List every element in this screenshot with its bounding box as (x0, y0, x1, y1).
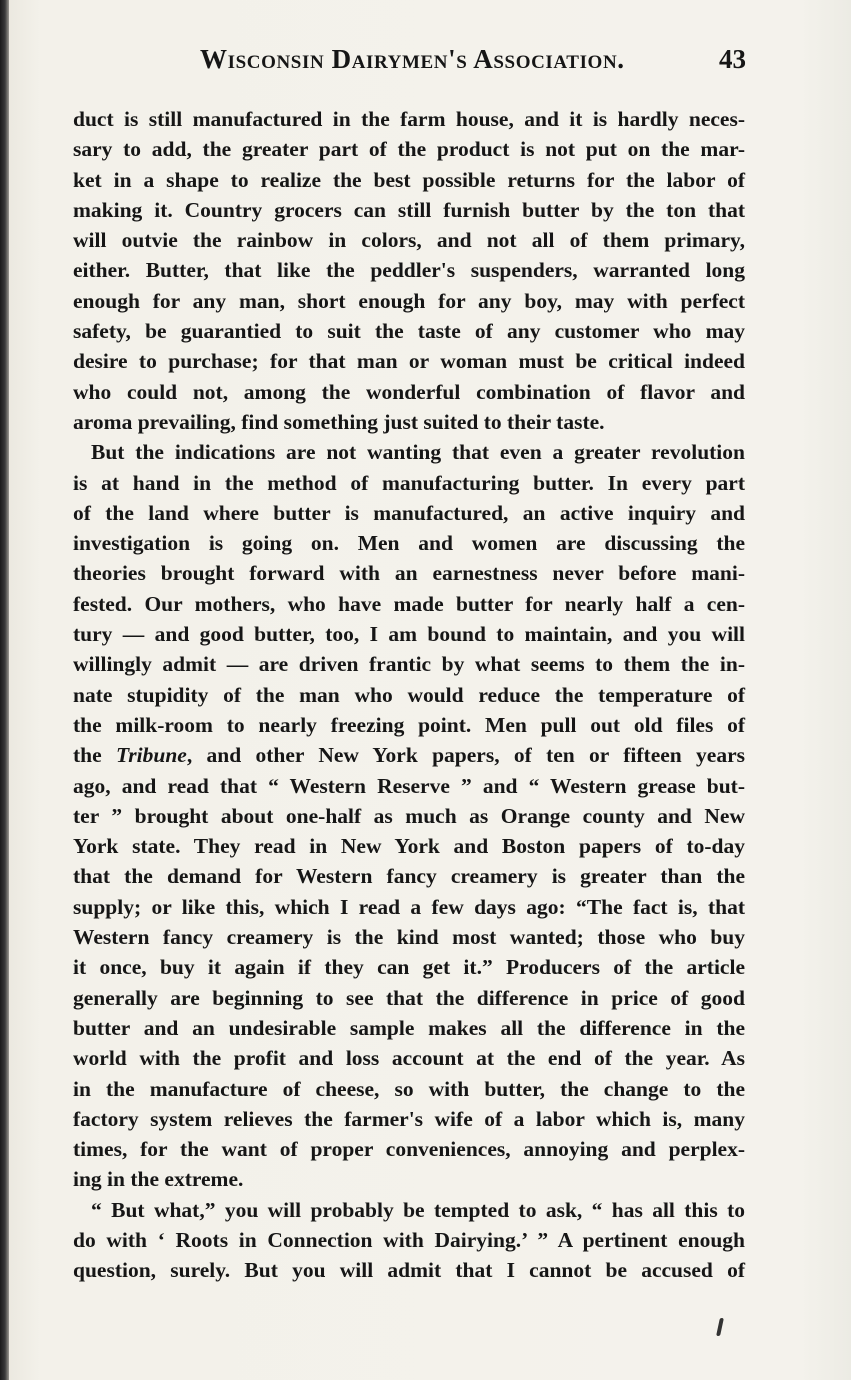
text-line: of the land where butter is manufactured, an active inquiry and (73, 500, 745, 525)
text-line: tury — and good butter, too, I am bound to maintain, and you will (73, 622, 745, 647)
text-line: aroma prevailing, find something just suited to their taste. (73, 409, 605, 434)
text-line: duct is still manufactured in the farm house, and it is hardly neces- (73, 107, 745, 131)
text-line: But the indications are not wanting that even a greater revolution (91, 440, 745, 465)
text-line: the milk-room to nearly freezing point. Men pull out old files of (73, 712, 745, 737)
italic-title: Tribune (115, 743, 187, 768)
ink-speck (716, 1318, 724, 1336)
text-line: generally are beginning to see that the difference in price of good (73, 985, 745, 1010)
text-line: butter and an undesirable sample makes all the difference in the (73, 1015, 745, 1040)
running-head: Wisconsin Dairymen's Association. (200, 44, 625, 74)
text-line: ket in a shape to realize the best possible returns for the labor of (73, 167, 745, 192)
text-line: who could not, among the wonderful combination of flavor and (73, 379, 745, 404)
text-line: the Tribune, and other New York papers, of ten or fifteen years (73, 743, 745, 768)
page-number: 43 (719, 44, 746, 74)
text-line: ing in the extreme. (73, 1167, 244, 1192)
text-line: sary to add, the greater part of the product is not put on the mar- (73, 137, 745, 162)
text-line: investigation is going on. Men and women are discussing the (73, 531, 745, 556)
text-line: times, for the want of proper conveniences, annoying and perplex- (73, 1137, 745, 1162)
text-line: factory system relieves the farmer's wife of a labor which is, many (73, 1106, 745, 1131)
text-line: is at hand in the method of manufacturing butter. In every part (73, 470, 745, 495)
text-line: desire to purchase; for that man or woman must be critical indeed (73, 349, 745, 374)
text-line: theories brought forward with an earnestness never before mani- (73, 561, 745, 586)
text-line: in the manufacture of cheese, so with butter, the change to the (73, 1076, 745, 1101)
paragraph (73, 1195, 745, 1286)
text-line: Western fancy creamery is the kind most wanted; those who buy (73, 925, 745, 950)
text-line: it once, buy it again if they can get it.” Producers of the article (73, 955, 745, 980)
text-line: ter ” brought about one-half as much as Orange county and New (73, 803, 745, 828)
text-line: will outvie the rainbow in colors, and not all of them primary, (73, 228, 745, 253)
text-line: supply; or like this, which I read a few days ago: “The fact is, that (73, 894, 745, 919)
text-line: safety, be guarantied to suit the taste of any customer who may (73, 319, 745, 344)
text-line: world with the profit and loss account at the end of the year. As (73, 1046, 745, 1071)
paragraph (73, 437, 745, 1194)
body-text (73, 104, 745, 1286)
text-line: enough for any man, short enough for any boy, may with perfect (73, 288, 745, 313)
text-line: York state. They read in New York and Boston papers of to-day (73, 834, 745, 859)
text-line: fested. Our mothers, who have made butter for nearly half a cen- (73, 591, 745, 616)
text-line: willingly admit — are driven frantic by what seems to them the in- (73, 652, 745, 677)
text-line: making it. Country grocers can still furnish butter by the ton that (73, 197, 745, 222)
text-line: nate stupidity of the man who would reduce the temperature of (73, 682, 745, 707)
page-header (200, 44, 752, 80)
text-line: do with ‘ Roots in Connection with Dairying.’ ” A pertinent enough (73, 1227, 745, 1252)
paragraph (73, 104, 745, 437)
text-line: “ But what,” you will probably be tempted to ask, “ has all this to (91, 1197, 745, 1222)
text-line: question, surely. But you will admit that I cannot be accused of (73, 1258, 745, 1283)
page-binding-edge (0, 0, 9, 1380)
text-line: that the demand for Western fancy creamery is greater than the (73, 864, 745, 889)
text-line: ago, and read that “ Western Reserve ” and “ Western grease but- (73, 773, 745, 798)
text-line: either. Butter, that like the peddler's suspenders, warranted long (73, 258, 745, 283)
